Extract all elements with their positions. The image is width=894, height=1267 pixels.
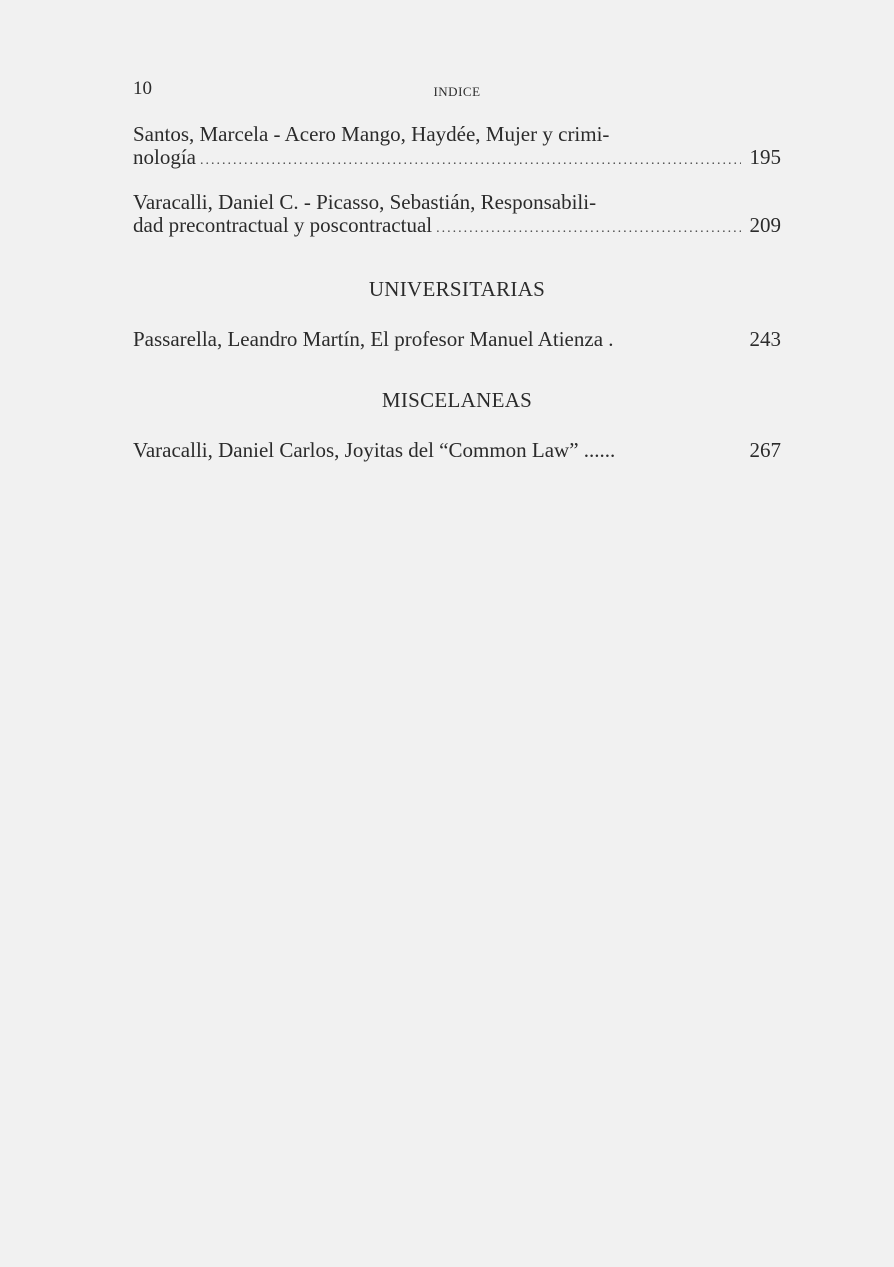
toc-entry-passarella xyxy=(133,328,781,351)
toc-entry-varacalli-picasso xyxy=(133,191,781,240)
entry-title: Passarella, Leandro Martín, El profesor Manuel Atienza . xyxy=(133,327,614,351)
running-head: INDICE xyxy=(433,84,481,99)
toc-entry-santos xyxy=(133,123,781,172)
entry-title-line-1: Varacalli, Daniel C. - Picasso, Sebastián, Responsabili- xyxy=(133,191,597,214)
entry-title-line-2: nología xyxy=(133,145,196,169)
entry-title-last-line xyxy=(133,146,781,172)
page-reference: 267 xyxy=(749,438,781,462)
dot-leader xyxy=(200,149,741,172)
dot-leader xyxy=(436,217,741,240)
page-reference: 209 xyxy=(749,213,781,237)
page-reference: 243 xyxy=(749,327,781,351)
page-number: 10 xyxy=(133,78,152,99)
section-title-miscelaneas: MISCELANEAS xyxy=(381,388,533,412)
page-header xyxy=(133,78,781,104)
entry-title-line-2: dad precontractual y poscontractual xyxy=(133,213,433,237)
page-reference: 195 xyxy=(749,145,781,169)
entry-title-last-line xyxy=(133,214,781,240)
table-of-contents xyxy=(133,123,781,481)
entry-title: Varacalli, Daniel Carlos, Joyitas del “Common Law” ...... xyxy=(133,438,616,462)
entry-title-last-line xyxy=(133,328,781,351)
entry-title-last-line xyxy=(133,439,781,462)
entry-title-line-1: Santos, Marcela - Acero Mango, Haydée, Mujer y crimi- xyxy=(133,123,610,146)
section-title-universitarias: UNIVERSITARIAS xyxy=(368,277,546,301)
toc-entry-varacalli-joyitas xyxy=(133,439,781,462)
